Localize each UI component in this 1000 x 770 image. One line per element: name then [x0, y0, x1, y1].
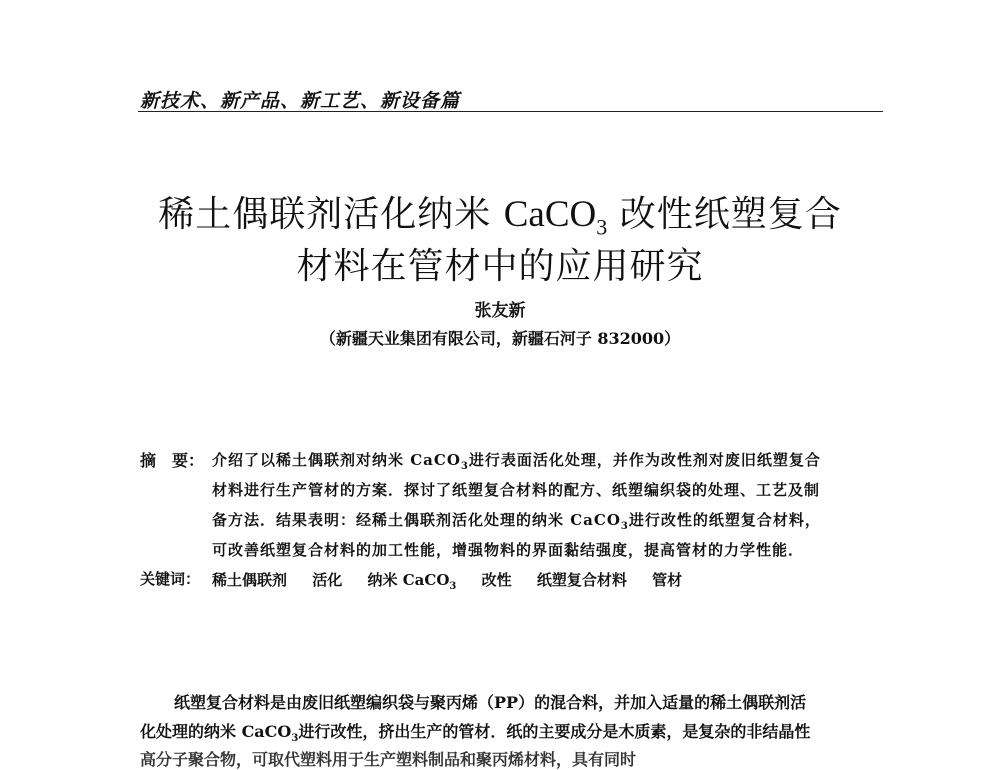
- keywords-label: 关键词：: [140, 570, 201, 588]
- author-affiliation: （新疆天业集团有限公司，新疆石河子 832000）: [319, 329, 681, 348]
- abstract-line1-sub: 3: [460, 461, 469, 472]
- author-name: 张友新: [474, 301, 526, 321]
- abstract-line-1: [212, 449, 821, 472]
- title-formula-subscript: 3: [596, 214, 608, 240]
- abstract-line1-pre: 介绍了以稀土偶联剂对纳米 CaCO: [212, 451, 461, 469]
- abstract-line1-post: 进行表面活化处理，并作为改性剂对废旧纸塑复合: [468, 451, 821, 469]
- abstract-label: 摘 要：: [140, 451, 205, 470]
- keyword-item-sub: 3: [449, 581, 457, 592]
- keyword-item: 纸塑复合材料: [536, 571, 627, 589]
- keyword-item: 管材: [652, 571, 683, 589]
- abstract-line3-post: 进行改性的纸塑复合材料，: [628, 511, 821, 529]
- body-line-2: [140, 719, 810, 744]
- keywords-list: [212, 569, 702, 592]
- body-line-3-partial: 高分子聚合物，可取代塑料用于生产塑料制品和聚丙烯材料，具有同时: [140, 750, 637, 769]
- abstract-line-4: 可改善纸塑复合材料的加工性能，增强物料的界面黏结强度，提高管材的力学性能．: [212, 541, 805, 559]
- body-line2-sub: 3: [291, 733, 299, 745]
- body-line-1: 纸塑复合材料是由废旧纸塑编织袋与聚丙烯（PP）的混合料，并加入适量的稀土偶联剂活: [174, 693, 807, 712]
- paper-title-line-2: 材料在管材中的应用研究: [296, 246, 704, 287]
- title-formula-base: CaCO: [503, 194, 597, 235]
- keyword-item-text: 纳米 CaCO: [367, 571, 450, 589]
- keyword-item: 改性: [481, 571, 512, 589]
- title-line1-prefix: 稀土偶联剂活化纳米: [158, 194, 492, 235]
- keyword-item: 稀土偶联剂: [212, 571, 288, 589]
- abstract-line-3: [212, 509, 821, 532]
- abstract-line-2: 材料进行生产管材的方案．探讨了纸塑复合材料的配方、纸塑编织袋的处理、工艺及制: [212, 481, 821, 499]
- abstract-line3-sub: 3: [620, 521, 629, 532]
- keyword-item: 活化: [312, 571, 343, 589]
- header-rule: [138, 111, 883, 112]
- keyword-item: [367, 571, 457, 592]
- title-formula: [503, 194, 608, 240]
- body-line2-pre: 化处理的纳米 CaCO: [140, 722, 292, 741]
- body-line2-post: 进行改性，挤出生产的管材．纸的主要成分是木质素，是复杂的非结晶性: [298, 722, 811, 741]
- running-header: 新技术、新产品、新工艺、新设备篇: [140, 90, 461, 112]
- title-line1-suffix: 改性纸塑复合: [619, 194, 842, 235]
- paper-title-line-1: [0, 186, 1000, 240]
- abstract-line3-pre: 备方法．结果表明：经稀土偶联剂活化处理的纳米 CaCO: [212, 511, 621, 529]
